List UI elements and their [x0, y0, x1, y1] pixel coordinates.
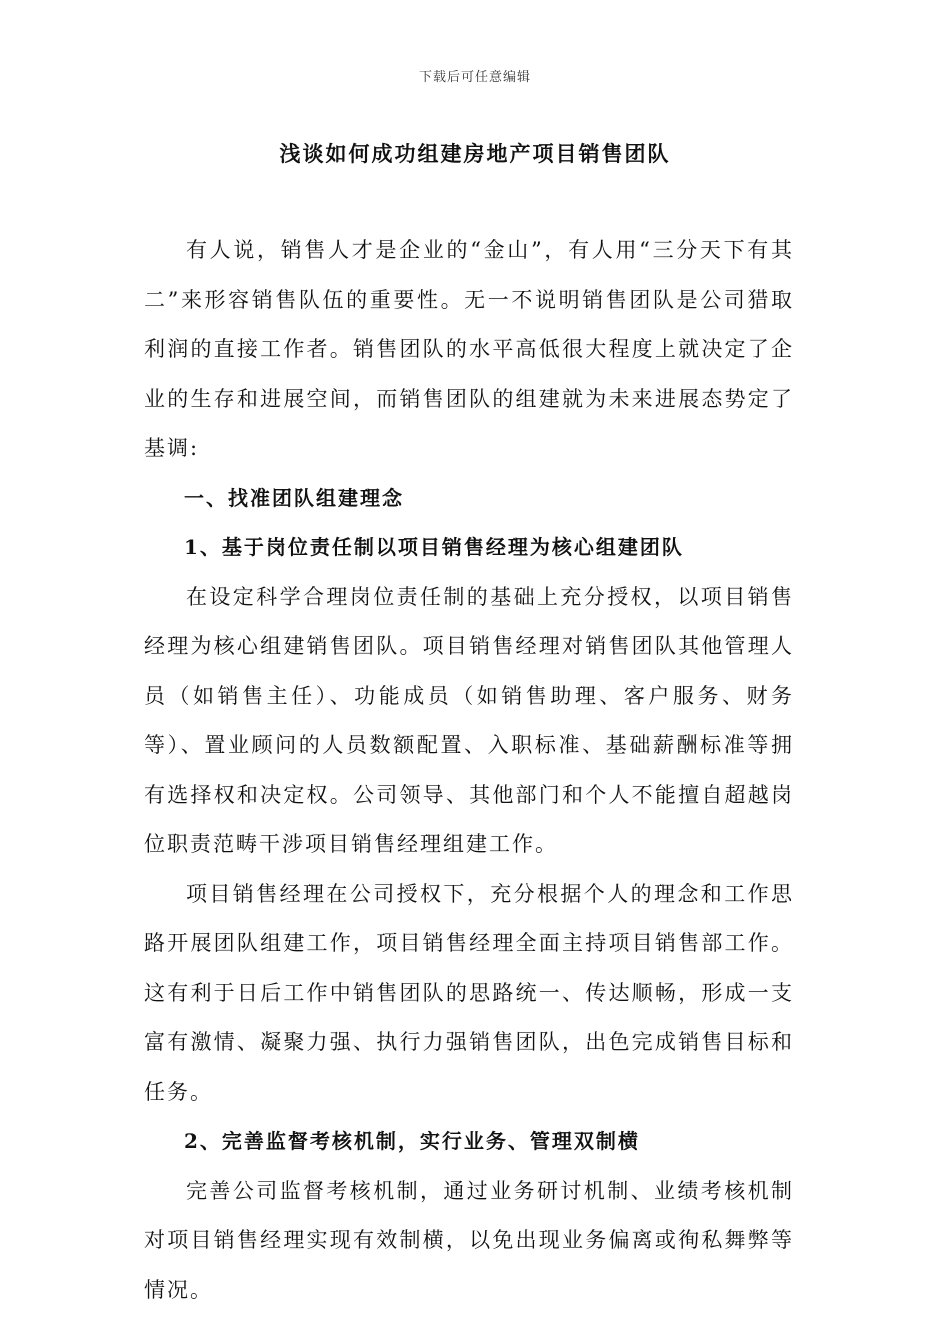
- paragraph-supervision: 完善公司监督考核机制，通过业务研讨机制、业绩考核机制对项目销售经理实现有效制横，以免出现业务偏离或徇私舞弊等情况。: [144, 1178, 794, 1302]
- subsection-heading-1: 1、基于岗位责任制以项目销售经理为核心组建团队: [184, 535, 684, 559]
- page-header-note: 下载后可任意编辑: [418, 70, 531, 85]
- paragraph-authorization: 在设定科学合理岗位责任制的基础上充分授权，以项目销售经理为核心组建销售团队。项目销售经理对销售团队其他管理人员（如销售主任）、功能成员（如销售助理、客户服务、财务等）、置业顾问的人员数额配置、入职标准、基础薪酬标准等拥有选择权和决定权。公司领导、其他部门和个人不能擅自超越岗位职责范畴干涉项目销售经理组建工作。: [144, 584, 794, 856]
- document-title: 浅谈如何成功组建房地产项目销售团队: [279, 141, 671, 166]
- document-body: [144, 226, 794, 1315]
- subsection-heading-2: 2、完善监督考核机制，实行业务、管理双制横: [184, 1129, 640, 1153]
- paragraph-team-building: 项目销售经理在公司授权下，充分根据个人的理念和工作思路开展团队组建工作，项目销售经理全面主持项目销售部工作。这有利于日后工作中销售团队的思路统一、传达顺畅，形成一支富有激情、凝聚力强、执行力强销售团队，出色完成销售目标和任务。: [144, 881, 794, 1104]
- paragraph-intro: 有人说，销售人才是企业的“金山”，有人用“三分天下有其二”来形容销售队伍的重要性。无一不说明销售团队是公司猎取利润的直接工作者。销售团队的水平高低很大程度上就决定了企业的生存和进展空间，而销售团队的组建就为未来进展态势定了基调:: [144, 238, 794, 460]
- section-heading-1: 一、找准团队组建理念: [184, 485, 404, 510]
